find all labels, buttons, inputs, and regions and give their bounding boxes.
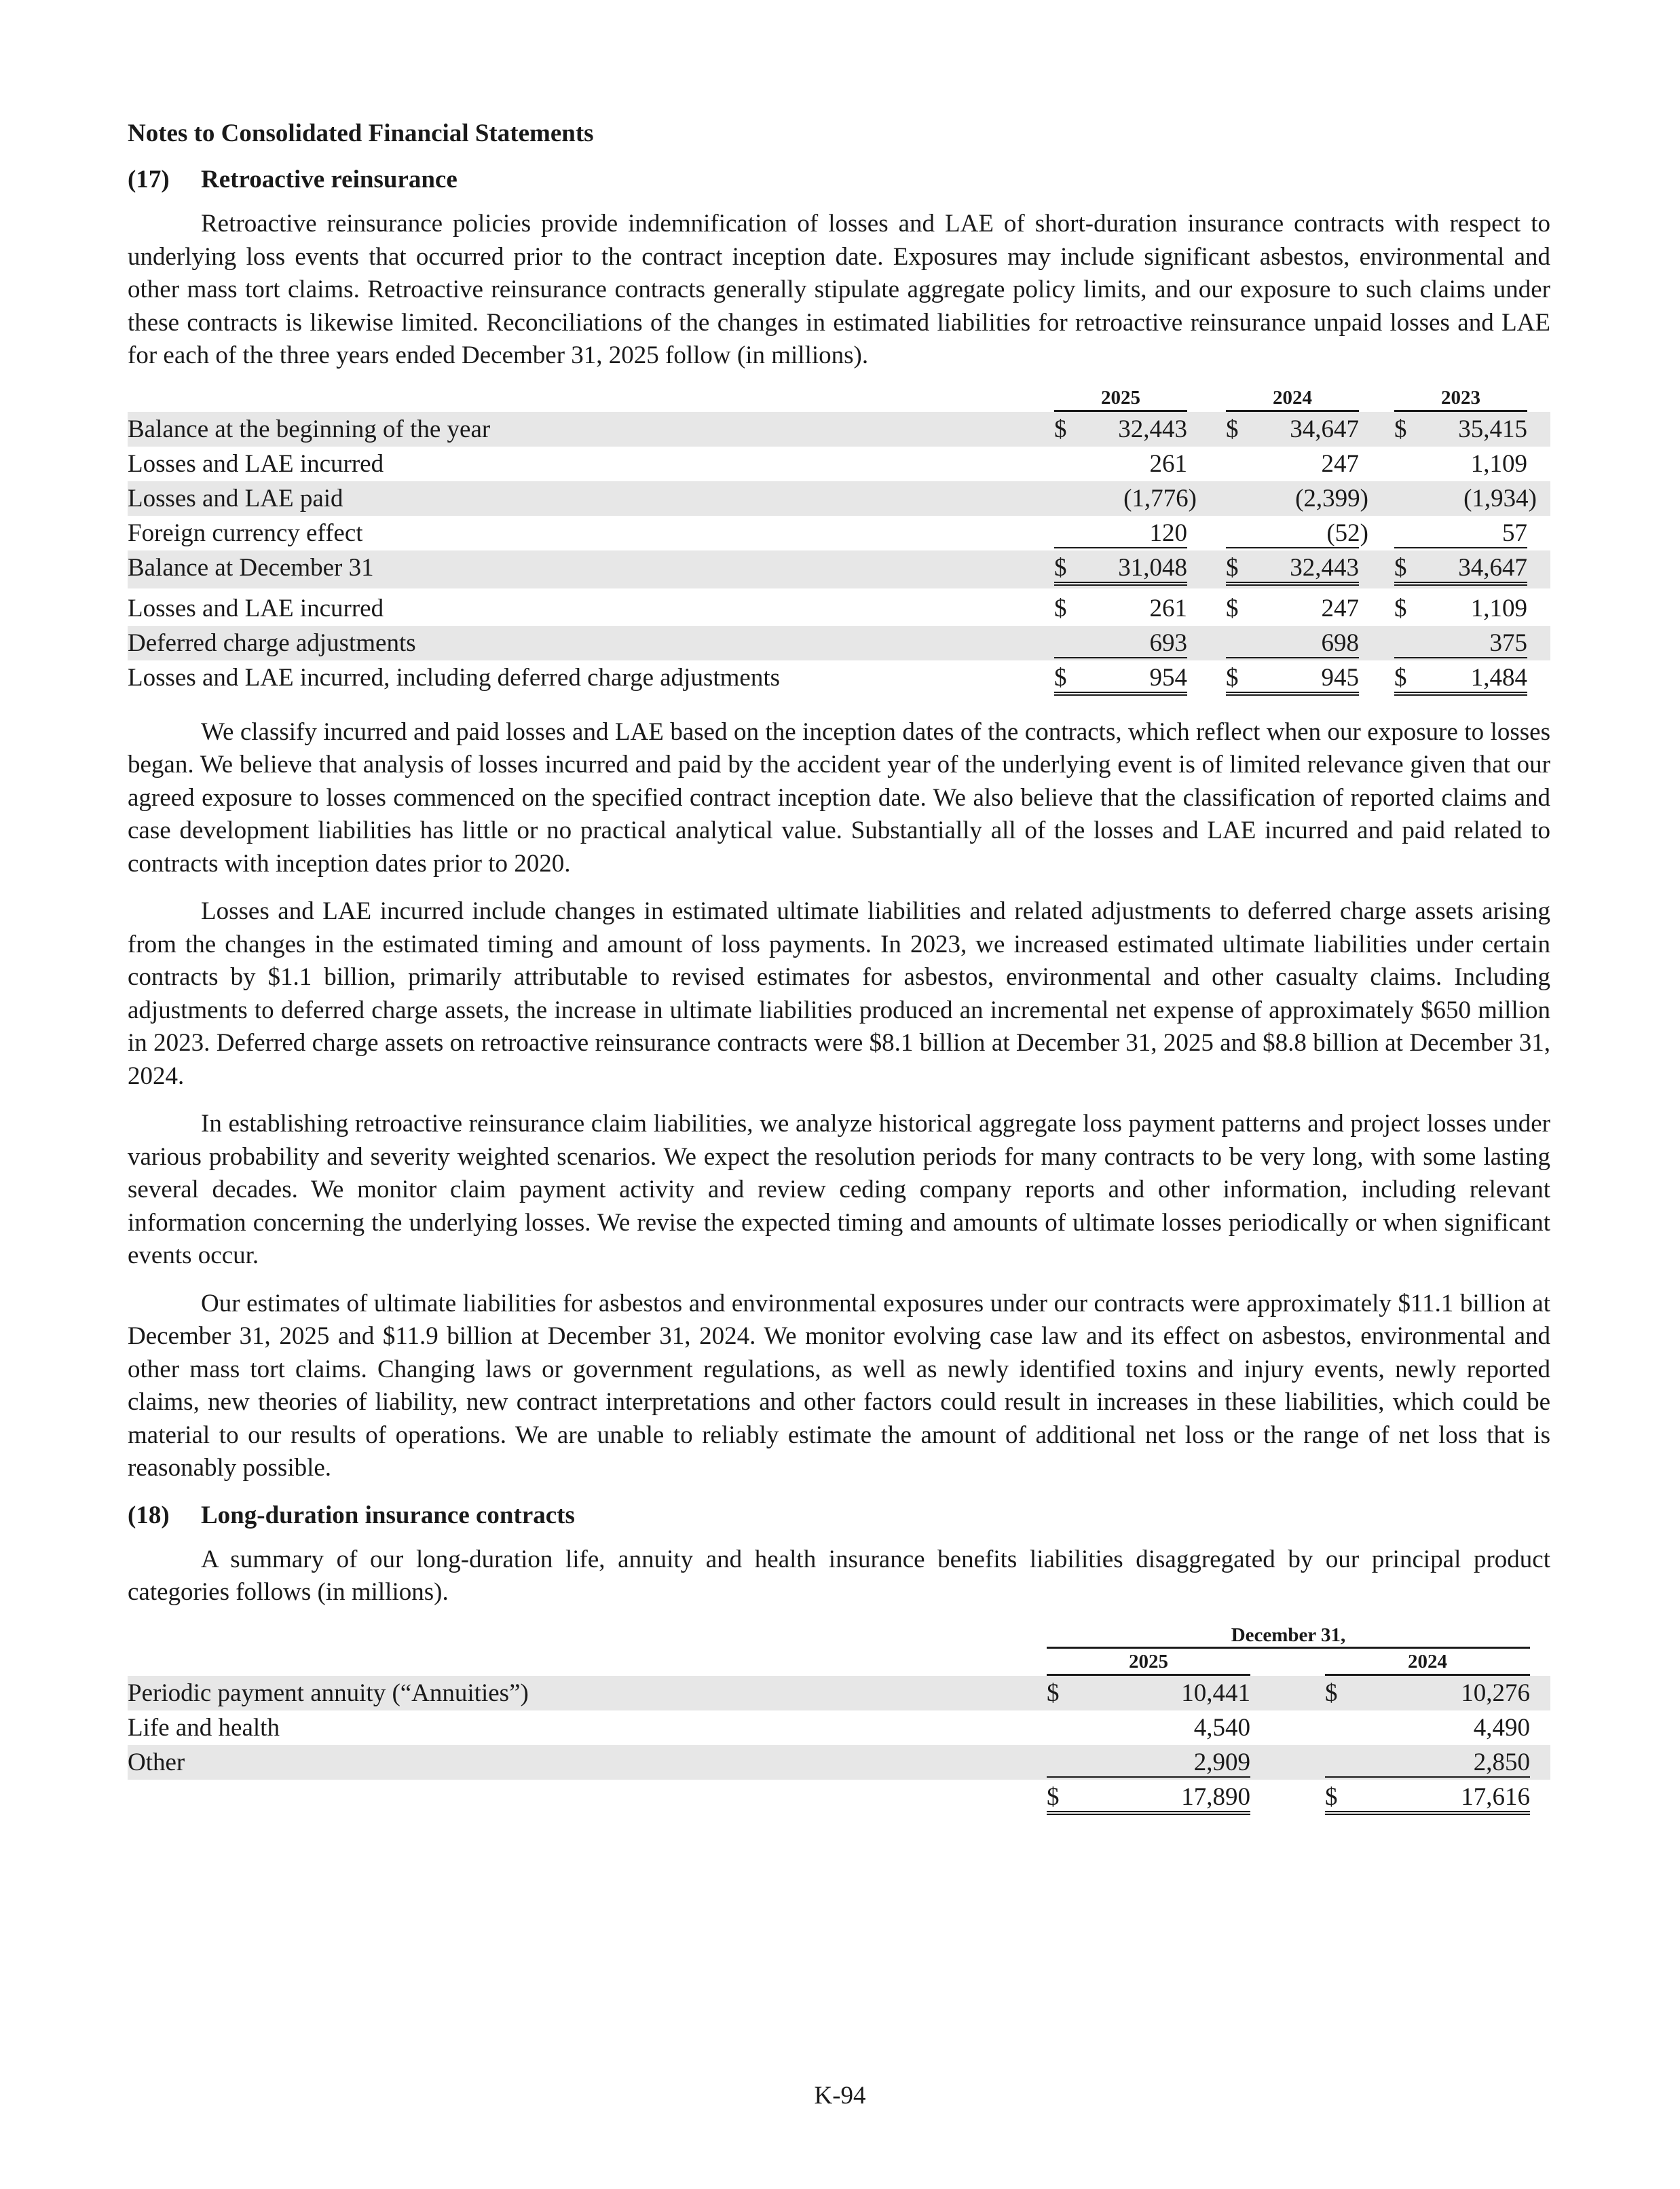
value: 31,048: [1118, 553, 1187, 582]
dollar-sign: $: [1394, 415, 1407, 443]
table-row: [128, 412, 1550, 447]
value-cell: [1054, 412, 1187, 443]
section-17-paragraph: In establishing retroactive reinsurance claim liabilities, we analyze historical aggregate loss payment patterns and project losses under various probability and severity weighted scenarios. We expect the resolution periods for many contracts to be very long, with some lasting several decades. We monitor claim payment activity and review ceding company reports and other information, including relevant information concerning the underlying losses. We revise the expected timing and amounts of ultimate losses periodically or when significant events occur.: [128, 1110, 1550, 1269]
section-17-intro: Retroactive reinsurance policies provide indemnification of losses and LAE of short-duration insurance contracts with respect to underlying loss events that occurred prior to the contract inception date. Exposures may include significant asbestos, environmental and other mass tort claims. Retroactive reinsurance contracts generally stipulate aggregate policy limits, and our exposure to such claims under these contracts is likewise limited. Reconciliations of the changes in estimated liabilities for retroactive reinsurance unpaid losses and LAE for each of the three years ended December 31, 2025 follow (in millions).: [128, 210, 1550, 369]
value: 261: [1149, 594, 1187, 622]
page-content: [128, 115, 1550, 1818]
value: (1,934): [1463, 484, 1537, 512]
value: 375: [1489, 629, 1527, 657]
value: 247: [1321, 449, 1359, 478]
value-cell: [1054, 447, 1187, 478]
row-label: Losses and LAE incurred, including deferred charge adjustments: [128, 663, 781, 692]
section-17-paragraph: Losses and LAE incurred include changes in estimated ultimate liabilities and related adjustments to deferred charge assets arising from the changes in the estimated timing and amount of loss payments. In 2023, we increased estimated ultimate liabilities under certain contracts by $1.1 billion, primarily attributable to revised estimates for asbestos, environmental and other casualty claims. Including adjustments to deferred charge assets, the increase in ultimate liabilities produced an incremental net expense of approximately $650 million in 2023. Deferred charge assets on retroactive reinsurance contracts were $8.1 billion at December 31, 2025 and $8.8 billion at December 31, 2024.: [128, 897, 1550, 1090]
value-cell: [1325, 1745, 1530, 1778]
table-row: [128, 481, 1550, 516]
value-cell: [1054, 550, 1187, 586]
table-row: [128, 660, 1550, 698]
value-cell: [1054, 481, 1197, 512]
section-18-intro: A summary of our long-duration life, annuity and health insurance benefits liabilities disaggregated by our principal product categories follows (in millions).: [128, 1545, 1550, 1606]
retroactive-reinsurance-table: [128, 388, 1550, 698]
value-cell: [1325, 1710, 1530, 1742]
value-cell: [1325, 1780, 1530, 1815]
dollar-sign: $: [1325, 1679, 1338, 1707]
value: 34,647: [1290, 415, 1359, 443]
value-cell: [1226, 516, 1368, 548]
row-label: Balance at December 31: [128, 553, 374, 582]
table-row: [128, 516, 1550, 550]
value: 247: [1321, 594, 1359, 622]
span-header-december-31: December 31,: [1047, 1624, 1530, 1649]
row-label: Losses and LAE incurred: [128, 449, 384, 478]
value-cell: [1054, 660, 1187, 696]
row-label: Losses and LAE incurred: [128, 594, 384, 622]
value-cell: [1047, 1780, 1250, 1815]
dollar-sign: $: [1054, 553, 1067, 582]
table-row: [128, 447, 1550, 481]
year-header-2025: 2025: [1047, 1650, 1250, 1676]
year-header-2023: 2023: [1394, 386, 1527, 412]
value: 4,490: [1473, 1713, 1530, 1742]
value-cell: [1226, 660, 1359, 696]
row-label: Life and health: [128, 1713, 280, 1742]
value: (1,776): [1123, 484, 1197, 512]
section-17-paragraph: We classify incurred and paid losses and LAE based on the inception dates of the contracts, which reflect when our exposure to losses began. We believe that analysis of losses incurred and paid by the accident year of the underlying event is of limited relevance given that our agreed exposure to losses commenced on the specified contract inception date. We also believe that the classification of reported claims and case development liabilities has little or no practical analytical value. Substantially all of the losses and LAE incurred and paid related to contracts with inception dates prior to 2020.: [128, 717, 1550, 878]
row-label: Losses and LAE paid: [128, 484, 343, 512]
dollar-sign: $: [1394, 553, 1407, 582]
value: 1,109: [1470, 449, 1527, 478]
dollar-sign: $: [1394, 594, 1407, 622]
row-label: Foreign currency effect: [128, 519, 363, 547]
value-cell: [1047, 1745, 1250, 1778]
value-cell: [1394, 516, 1527, 548]
dollar-sign: $: [1054, 415, 1067, 443]
table-header-row: [128, 388, 1550, 412]
value: 17,616: [1461, 1782, 1530, 1811]
table-row: [128, 626, 1550, 660]
row-label: Deferred charge adjustments: [128, 629, 416, 657]
dollar-sign: $: [1226, 553, 1239, 582]
value-cell: [1394, 550, 1527, 586]
row-label: Periodic payment annuity (“Annuities”): [128, 1679, 529, 1707]
value-cell: [1394, 412, 1527, 443]
value-cell: [1047, 1710, 1250, 1742]
value-cell: [1394, 447, 1527, 478]
value: 17,890: [1181, 1782, 1250, 1811]
value: 693: [1149, 629, 1187, 657]
value-cell: [1394, 626, 1527, 658]
value: 34,647: [1458, 553, 1527, 582]
table-row: [128, 550, 1550, 588]
value: (2,399): [1295, 484, 1368, 512]
table-header-row: [128, 1649, 1550, 1676]
value-cell: [1394, 660, 1527, 696]
section-17-paragraph: Our estimates of ultimate liabilities for asbestos and environmental exposures under our contracts were approximately $11.1 billion at December 31, 2025 and $11.9 billion at December 31, 2024. We monitor evolving case law and its effect on asbestos, environmental and other mass tort claims. Changing laws or government regulations, as well as newly identified toxins and injury events, newly reported claims, new theories of liability, new contract interpretations and other factors could result in increases in these liabilities, which could be material to our results of operations. We are unable to reliably estimate the amount of additional net loss or the range of net loss that is reasonably possible.: [128, 1289, 1550, 1482]
value: 57: [1502, 519, 1527, 547]
row-label: Balance at the beginning of the year: [128, 415, 491, 443]
value: 1,109: [1470, 594, 1527, 622]
section-17-title: Retroactive reinsurance: [201, 166, 458, 193]
value-cell: [1054, 626, 1187, 658]
page-title: Notes to Consolidated Financial Statements: [128, 119, 594, 147]
dollar-sign: $: [1047, 1782, 1060, 1811]
dollar-sign: $: [1226, 663, 1239, 692]
value: 35,415: [1458, 415, 1527, 443]
section-17-heading: [128, 164, 1550, 195]
section-18-title: Long-duration insurance contracts: [201, 1501, 575, 1529]
value: 261: [1149, 449, 1187, 478]
year-header-2024: 2024: [1226, 386, 1359, 412]
dollar-sign: $: [1047, 1679, 1060, 1707]
value: 2,909: [1193, 1748, 1250, 1776]
dollar-sign: $: [1394, 663, 1407, 692]
dollar-sign: $: [1054, 594, 1067, 622]
value-cell: [1226, 447, 1359, 478]
value-cell: [1325, 1676, 1530, 1707]
table-row-total: [128, 1780, 1550, 1818]
table-row: [128, 1710, 1550, 1745]
long-duration-contracts-table: [128, 1624, 1550, 1818]
value: 10,441: [1181, 1679, 1250, 1707]
value: 954: [1149, 663, 1187, 692]
dollar-sign: $: [1226, 415, 1239, 443]
page-number: K-94: [814, 2082, 866, 2110]
table-row: [128, 591, 1550, 626]
value-cell: [1226, 591, 1359, 622]
value: 120: [1149, 519, 1187, 547]
value: 698: [1321, 629, 1359, 657]
dollar-sign: $: [1325, 1782, 1338, 1811]
value-cell: [1226, 481, 1368, 512]
section-17-number: (17): [128, 166, 170, 193]
value-cell: [1394, 591, 1527, 622]
year-header-2025: 2025: [1054, 386, 1187, 412]
value-cell: [1047, 1676, 1250, 1707]
value: 32,443: [1118, 415, 1187, 443]
value: 10,276: [1461, 1679, 1530, 1707]
year-header-2024: 2024: [1325, 1650, 1530, 1676]
row-label: Other: [128, 1748, 185, 1776]
value: 32,443: [1290, 553, 1359, 582]
value: (52): [1326, 519, 1368, 547]
value-cell: [1226, 550, 1359, 586]
value-cell: [1054, 516, 1187, 548]
table-row: [128, 1745, 1550, 1780]
value-cell: [1054, 591, 1187, 622]
value: 1,484: [1470, 663, 1527, 692]
value-cell: [1226, 412, 1359, 443]
section-18-heading: [128, 1500, 1550, 1531]
dollar-sign: $: [1054, 663, 1067, 692]
section-18-number: (18): [128, 1501, 170, 1529]
value: 945: [1321, 663, 1359, 692]
value: 2,850: [1473, 1748, 1530, 1776]
table-span-header-row: [128, 1624, 1550, 1649]
table-row: [128, 1676, 1550, 1710]
dollar-sign: $: [1226, 594, 1239, 622]
value: 4,540: [1193, 1713, 1250, 1742]
value-cell: [1394, 481, 1537, 512]
value-cell: [1226, 626, 1359, 658]
